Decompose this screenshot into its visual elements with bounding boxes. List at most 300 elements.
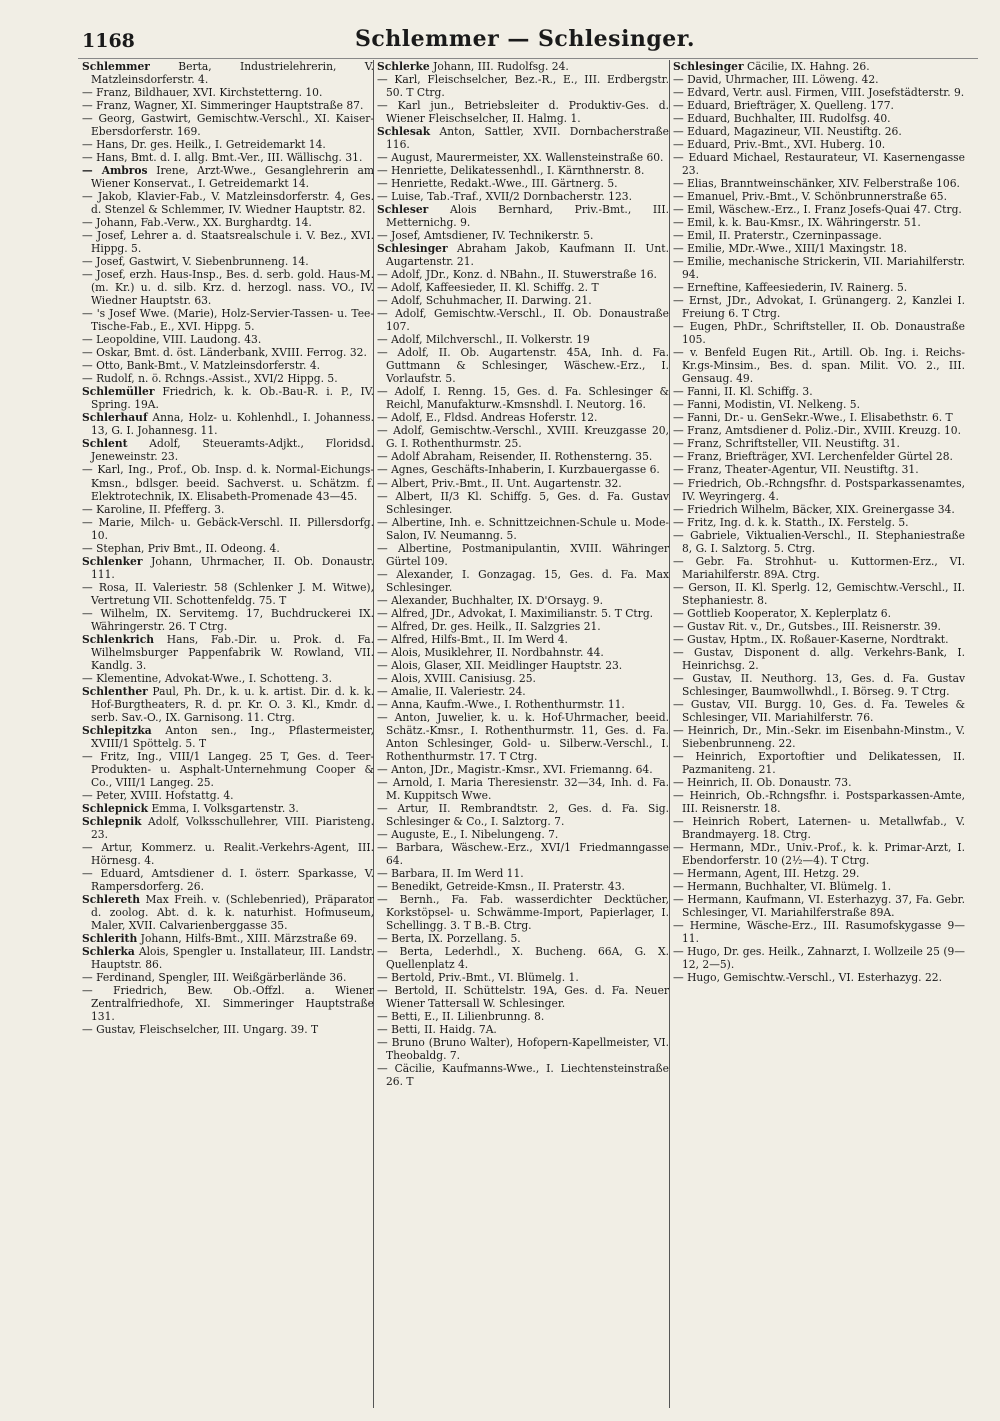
entry-details: — Karl, Ing., Prof., Ob. Insp. d. k. Normal-Eichungs-Kmsn., bdlsger. beeid. Sachverst. u. Schätzm. f. Elektrotechnik, IX. Elisabeth-Promenade 43—45. — [82, 463, 374, 503]
entry-details: — Oskar, Bmt. d. öst. Länderbank, XVIII. Ferrog. 32. — [82, 346, 367, 360]
page-header — [70, 24, 980, 58]
entry-details: Hans, Fab.-Dir. u. Prok. d. Fa. Wilhelmsburger Pappenfabrik W. Rowland, VII. Kandlg. 3. — [91, 632, 374, 672]
entry-details: — Josef, Lehrer a. d. Staatsrealschule i. V. Bez., XVI. Hippg. 5. — [82, 229, 374, 256]
directory-entry — [673, 151, 965, 177]
directory-entry — [82, 1023, 374, 1036]
directory-entry — [377, 190, 669, 203]
directory-entry — [673, 880, 965, 893]
entry-details: Johann, Hilfs-Bmt., XIII. Märzstraße 69. — [137, 932, 358, 946]
entry-surname: Schlemmer — [82, 60, 150, 73]
entry-surname: Schlerith — [82, 932, 138, 946]
entry-details: — Franz, Wagner, XI. Simmeringer Hauptstraße 87. — [82, 99, 364, 113]
directory-entry — [82, 503, 374, 516]
directory-entry — [82, 333, 374, 346]
directory-entry — [82, 555, 374, 581]
entry-surname: Schlepnick — [82, 801, 149, 815]
entry-details: — Alois, XVIII. Canisiusg. 25. — [377, 671, 536, 685]
directory-entry — [673, 450, 965, 463]
entry-details: — Arnold, I. Maria Theresienstr. 32—34, Inh. d. Fa. M. Kuppitsch Wwe. — [377, 775, 669, 802]
directory-entry — [673, 867, 965, 880]
entry-details: — Fanni, II. Kl. Schiffg. 3. — [673, 385, 813, 399]
entry-details: — Anton, Juwelier, k. u. k. Hof-Uhrmacher, beeid. Schätz.-Kmsr., I. Rothenthurmstr. 11, Ges. d. Fa. Anton Schlesinger, Gold- u. Silberw.-Verschl., I. Rothenthurmstr. 17. T Ctrg. — [377, 710, 669, 763]
entry-details: — Franz, Briefträger, XVI. Lerchenfelder Gürtel 28. — [673, 450, 953, 464]
directory-entry — [377, 945, 669, 971]
entry-details: — Marie, Milch- u. Gebäck-Verschl. II. Pillersdorfg. 10. — [82, 515, 374, 542]
entry-details: — Emil, II. Praterstr., Czerninpassage. — [673, 229, 882, 243]
entry-details: — Gebr. Fa. Strohhut- u. Kuttormen-Erz., VI. Mariahilferstr. 89A. Ctrg. — [673, 554, 965, 581]
entry-details: — Heinrich, Ob.-Rchngsfhr. i. Postsparkassen-Amte, III. Reisnerstr. 18. — [673, 788, 965, 815]
directory-entry — [82, 463, 374, 502]
directory-entry — [377, 1036, 669, 1062]
entry-details: — Artur, II. Rembrandtstr. 2, Ges. d. Fa. Sig. Schlesinger & Co., I. Salztorg. 7. — [377, 801, 669, 828]
directory-column-1 — [82, 60, 374, 1410]
entry-details: — Alexander, Buchhalter, IX. D'Orsayg. 9. — [377, 593, 604, 607]
entry-details: — Hermann, Agent, III. Hetzg. 29. — [673, 866, 860, 880]
directory-entry — [82, 229, 374, 255]
entry-details: — Josef, erzh. Haus-Insp., Bes. d. serb. gold. Haus-M. (m. Kr.) u. d. silb. Krz. d. herzogl. nass. VO., IV. Wiedner Hauptstr. 63. — [82, 268, 374, 308]
directory-entry — [82, 581, 374, 607]
entry-details: — Gustav Rit. v., Dr., Gutsbes., III. Reisnerstr. 39. — [673, 619, 941, 633]
directory-entry — [673, 463, 965, 476]
directory-entry — [673, 555, 965, 581]
entry-details: — Ferdinand, Spengler, III. Weißgärberlände 36. — [82, 971, 347, 985]
directory-entry — [377, 594, 669, 607]
directory-entry — [377, 177, 669, 190]
entry-surname: Schlent — [82, 437, 128, 451]
entry-details: — Johann, Fab.-Verw., XX. Burghardtg. 14. — [82, 216, 312, 230]
directory-entry — [673, 620, 965, 633]
entry-details: — Karl jun., Betriebsleiter d. Produktiv-Ges. d. Wiener Fleischselcher, II. Halmg. 1. — [377, 99, 669, 126]
entry-details: — Alfred, Hilfs-Bmt., II. Im Werd 4. — [377, 632, 568, 646]
directory-entry — [673, 411, 965, 424]
entry-details: — Gottlieb Kooperator, X. Keplerplatz 6. — [673, 606, 891, 620]
directory-entry — [673, 112, 965, 125]
directory-entry — [377, 828, 669, 841]
directory-entry — [673, 242, 965, 255]
entry-details: — Franz, Theater-Agentur, VII. Neustiftg. 31. — [673, 463, 919, 477]
directory-entry — [377, 685, 669, 698]
entry-details: — Anton, JDr., Magistr.-Kmsr., XVI. Friemanng. 64. — [377, 762, 653, 776]
entry-details: — Gustav, II. Neuthorg. 13, Ges. d. Fa. Gustav Schlesinger, Baumwollwhdl., I. Börseg. 9. T Ctrg. — [673, 671, 965, 698]
entry-details: — David, Uhrmacher, III. Löweng. 42. — [673, 73, 879, 87]
entry-details: — Amalie, II. Valeriestr. 24. — [377, 684, 526, 698]
entry-details: — Edvard, Vertr. ausl. Firmen, VIII. Josefstädterstr. 9. — [673, 86, 965, 100]
entry-details: — Adolf, Gemischtw.-Verschl., XVIII. Kreuzgasse 20, G. I. Rothenthurmstr. 25. — [377, 424, 669, 451]
entry-details: — Albertine, Inh. e. Schnittzeichnen-Schule u. Mode-Salon, IV. Neumanng. 5. — [377, 515, 669, 542]
directory-entry — [673, 477, 965, 503]
entry-details: — Adolf, II. Ob. Augartenstr. 45A, Inh. d. Fa. Guttmann & Schlesinger, Wäschew.-Erz., I. Vorlaufstr. 5. — [377, 346, 669, 386]
directory-entry — [673, 138, 965, 151]
entry-details: — Heinrich, Dr., Min.-Sekr. im Eisenbahn-Minstm., V. Siebenbrunneng. 22. — [673, 723, 965, 750]
directory-entry — [673, 125, 965, 138]
entry-surname: Schlepnik — [82, 814, 142, 828]
entry-details: — Emilie, MDr.-Wwe., XIII/1 Maxingstr. 18. — [673, 242, 907, 256]
entry-surname: Schlepitzka — [82, 723, 152, 737]
entry-details: — Bertold, II. Schüttelstr. 19A, Ges. d. Fa. Neuer Wiener Tattersall W. Schlesinger. — [377, 984, 669, 1011]
directory-entry — [673, 945, 965, 971]
entry-details: — Alfred, Dr. ges. Heilk., II. Salzgries 21. — [377, 619, 601, 633]
directory-entry — [673, 294, 965, 320]
directory-entry — [82, 112, 374, 138]
entry-details: — Henriette, Delikatessenhdl., I. Kärnthnerstr. 8. — [377, 164, 645, 178]
directory-entry — [82, 86, 374, 99]
column-divider — [669, 60, 670, 1408]
directory-entry — [377, 477, 669, 490]
directory-entry — [377, 242, 669, 268]
entry-details: — Adolf, E., Fldsd. Andreas Hoferstr. 12. — [377, 411, 598, 425]
entry-details: — Emanuel, Priv.-Bmt., V. Schönbrunnerstraße 65. — [673, 190, 947, 204]
directory-entry — [377, 294, 669, 307]
entry-details: Friedrich, k. k. Ob.-Bau-R. i. P., IV. Spring. 19A. — [91, 385, 374, 412]
directory-entry — [82, 411, 374, 437]
directory-entry — [377, 880, 669, 893]
entry-details: — Fritz, Ing., VIII/1 Langeg. 25 T, Ges. d. Teer-Produkten- u. Asphalt-Unternehmung Cooper & Co., VIII/1 Langeg. 25. — [82, 749, 374, 789]
directory-entry — [673, 919, 965, 945]
directory-entry — [82, 932, 374, 945]
entry-details: Cäcilie, IX. Hahng. 26. — [743, 60, 870, 73]
directory-entry — [377, 802, 669, 828]
directory-entry — [673, 73, 965, 86]
directory-entry — [82, 385, 374, 411]
entry-details: Berta, Industrielehrerin, V. Matzleinsdorferstr. 4. — [91, 60, 374, 87]
entry-details: — Adolf, Milchverschl., II. Volkerstr. 19 — [377, 333, 590, 347]
entry-details: — Barbara, II. Im Werd 11. — [377, 866, 524, 880]
directory-entry — [377, 1010, 669, 1023]
directory-entry — [673, 255, 965, 281]
entry-details: — Eduard, Buchhalter, III. Rudolfsg. 40. — [673, 112, 891, 126]
entry-surname: Schlesinger — [377, 242, 448, 256]
entry-details: — Fanni, Modistin, VI. Nelkeng. 5. — [673, 398, 860, 412]
entry-details: — Ernst, JDr., Advokat, I. Grünangerg. 2, Kanzlei I. Freiung 6. T Ctrg. — [673, 294, 965, 321]
entry-details: — Karl, Fleischselcher, Bez.-R., E., III. Erdbergstr. 50. T Ctrg. — [377, 73, 669, 100]
entry-details: Paul, Ph. Dr., k. u. k. artist. Dir. d. k. k. Hof-Burgtheaters, R. d. pr. Kr. O. 3. Kl., Kmdr. d. serb. Sav.-O., IX. Garnisong. 11. Ctrg. — [91, 684, 374, 724]
entry-details: — Fanni, Dr.- u. GenSekr.-Wwe., I. Elisabethstr. 6. T — [673, 411, 953, 425]
entry-details: — Friedrich, Bew. Ob.-Offzl. a. Wiener Zentralfriedhofe, XI. Simmeringer Hauptstraße 131. — [82, 984, 374, 1024]
entry-details: Adolf, Volksschullehrer, VIII. Piaristeng. 23. — [91, 814, 374, 841]
directory-column-2 — [377, 60, 669, 1410]
entry-details: — v. Benfeld Eugen Rit., Artill. Ob. Ing. i. Reichs-Kr.gs-Minsim., Bes. d. span. Milit. VO. 2., III. Gensaug. 49. — [673, 346, 965, 386]
entry-details: — Emil, Wäschew.-Erz., I. Franz Josefs-Quai 47. Ctrg. — [673, 203, 962, 217]
entry-details: — Auguste, E., I. Nibelungeng. 7. — [377, 827, 559, 841]
directory-entry — [377, 385, 669, 411]
directory-entry — [82, 307, 374, 333]
directory-entry — [82, 255, 374, 268]
directory-entry — [82, 867, 374, 893]
entry-details: — Eduard, Priv.-Bmt., XVI. Huberg. 10. — [673, 138, 886, 152]
directory-entry — [673, 815, 965, 841]
directory-entry — [377, 776, 669, 802]
directory-entry — [377, 151, 669, 164]
entry-details: — Hermann, MDr., Univ.-Prof., k. k. Primar-Arzt, I. Ebendorferstr. 10 (2½—4). T Ctrg. — [673, 840, 965, 867]
directory-column-3 — [673, 60, 965, 1410]
entry-details: — Leopoldine, VIII. Laudong. 43. — [82, 333, 262, 347]
entry-details: Anton, Sattler, XVII. Dornbacherstraße 116. — [386, 125, 669, 152]
entry-details: — Friedrich Wilhelm, Bäcker, XIX. Greinergasse 34. — [673, 502, 955, 516]
entry-details: — Hans, Dr. ges. Heilk., I. Getreidemarkt 14. — [82, 138, 326, 152]
entry-details: — Hans, Bmt. d. I. allg. Bmt.-Ver., III. Wällischg. 31. — [82, 151, 363, 165]
directory-entry — [82, 893, 374, 932]
entry-details: — Bernh., Fa. Fab. wasserdichter Decktücher, Korkstöpsel- u. Schwämme-Import, Papierlager, I. Schellingg. 3. T B.-B. Ctrg. — [377, 893, 669, 933]
entry-details: — Heinrich Robert, Laternen- u. Metallwfab., V. Brandmayerg. 18. Ctrg. — [673, 814, 965, 841]
directory-entry — [673, 424, 965, 437]
entry-details: — Gabriele, Viktualien-Verschl., II. Stephaniestraße 8, G. I. Salztorg. 5. Ctrg. — [673, 528, 965, 555]
directory-entry — [377, 346, 669, 385]
page-number: 1168 — [82, 30, 135, 52]
directory-entry — [673, 750, 965, 776]
directory-entry — [377, 620, 669, 633]
entry-details: — Gustav, Fleischselcher, III. Ungarg. 39. T — [82, 1023, 319, 1037]
directory-entry — [673, 177, 965, 190]
directory-entry — [82, 945, 374, 971]
directory-entry — [377, 763, 669, 776]
entry-details: — Eugen, PhDr., Schriftsteller, II. Ob. Donaustraße 105. — [673, 320, 965, 347]
header-rule — [78, 58, 978, 59]
directory-entry — [673, 281, 965, 294]
entry-details: — Luise, Tab.-Traf., XVII/2 Dornbacherstr. 123. — [377, 190, 632, 204]
entry-surname: Schleser — [377, 203, 429, 217]
entry-details: — Gustav, Disponent d. allg. Verkehrs-Bank, I. Heinrichsg. 2. — [673, 645, 965, 672]
directory-entry — [673, 203, 965, 216]
directory-entry — [82, 672, 374, 685]
entry-details: — Fritz, Ing. d. k. k. Statth., IX. Ferstelg. 5. — [673, 515, 909, 529]
directory-entry — [377, 1062, 669, 1088]
directory-entry — [377, 268, 669, 281]
entry-details: — Franz, Schriftsteller, VII. Neustiftg. 31. — [673, 437, 900, 451]
directory-entry — [377, 73, 669, 99]
directory-entry — [377, 542, 669, 568]
entry-details: — Emil, k. k. Bau-Kmsr., IX. Währingerstr. 51. — [673, 216, 921, 230]
entry-details: — Anna, Kaufm.-Wwe., I. Rothenthurmstr. 11. — [377, 697, 625, 711]
directory-entry — [82, 359, 374, 372]
entry-details: — Peter, XVIII. Hofstattg. 4. — [82, 788, 234, 802]
directory-entry — [82, 685, 374, 724]
entry-details: — Alexander, I. Gonzagag. 15, Ges. d. Fa. Max Schlesinger. — [377, 567, 669, 594]
entry-surname: Schlereth — [82, 893, 140, 906]
directory-entry — [377, 659, 669, 672]
entry-details: — Hugo, Dr. ges. Heilk., Zahnarzt, I. Wollzeile 25 (9—12, 2—5). — [673, 945, 965, 972]
directory-entry — [82, 802, 374, 815]
entry-details: — Adolf, I. Renng. 15, Ges. d. Fa. Schlesinger & Reichl, Manufakturw.-Kmsnshdl. I. Neutorg. 16. — [377, 385, 669, 412]
directory-entry — [673, 971, 965, 984]
entry-details: — Eduard, Magazineur, VII. Neustiftg. 26. — [673, 125, 902, 139]
directory-entry — [673, 190, 965, 203]
directory-entry — [377, 971, 669, 984]
directory-entry — [82, 607, 374, 633]
entry-details: — Albertine, Postmanipulantin, XVIII. Währinger Gürtel 109. — [377, 541, 669, 568]
directory-entry — [673, 385, 965, 398]
entry-details: Johann, III. Rudolfsg. 24. — [429, 60, 569, 73]
directory-entry — [82, 164, 374, 190]
entry-details: — Otto, Bank-Bmt., V. Matzleinsdorferstr. 4. — [82, 359, 321, 373]
directory-entry — [377, 516, 669, 542]
directory-entry — [377, 490, 669, 516]
directory-entry — [673, 646, 965, 672]
entry-details: — Alois, Glaser, XII. Meidlinger Hauptstr. 23. — [377, 658, 623, 672]
running-title: Schlemmer — Schlesinger. — [354, 26, 696, 52]
directory-entry — [377, 450, 669, 463]
directory-entry — [377, 60, 669, 73]
entry-details: Anna, Holz- u. Kohlenhdl., I. Johanness. 13, G. I. Johannesg. 11. — [91, 411, 374, 438]
directory-entry — [673, 529, 965, 555]
directory-entry — [82, 268, 374, 307]
entry-details: — Jakob, Klavier-Fab., V. Matzleinsdorferstr. 4, Ges. d. Stenzel & Schlemmer, IV. Wiedner Hauptstr. 82. — [82, 190, 374, 217]
entry-details: — Albert, II/3 Kl. Schiffg. 5, Ges. d. Fa. Gustav Schlesinger. — [377, 489, 669, 516]
entry-details: — Adolf, Kaffeesieder, II. Kl. Schiffg. 2. T — [377, 281, 599, 295]
directory-entry — [673, 893, 965, 919]
directory-entry — [673, 398, 965, 411]
directory-entry — [82, 789, 374, 802]
entry-details: — Adolf, Gemischtw.-Verschl., II. Ob. Donaustraße 107. — [377, 307, 669, 334]
directory-entry — [377, 463, 669, 476]
entry-details: — Betti, II. Haidg. 7A. — [377, 1023, 497, 1037]
entry-details: Adolf, Steueramts-Adjkt., Floridsd. Jeneweinstr. 23. — [91, 437, 374, 464]
entry-details: Anton sen., Ing., Pflastermeister, XVIII/1 Spöttelg. 5. T — [91, 723, 374, 750]
directory-entry — [82, 971, 374, 984]
directory-entry — [377, 711, 669, 763]
entry-details: — Agnes, Geschäfts-Inhaberin, I. Kurzbauergasse 6. — [377, 463, 660, 477]
entry-details: — Gustav, Hptm., IX. Roßauer-Kaserne, Nordtrakt. — [673, 632, 949, 646]
directory-entry — [673, 581, 965, 607]
directory-entry — [673, 437, 965, 450]
entry-surname: Schlemüller — [82, 385, 155, 399]
directory-entry — [377, 1023, 669, 1036]
directory-entry — [377, 646, 669, 659]
directory-entry — [673, 229, 965, 242]
entry-details: Irene, Arzt-Wwe., Gesanglehrerin am Wiener Konservat., I. Getreidemarkt 14. — [91, 164, 374, 191]
directory-entry — [377, 698, 669, 711]
entry-details: — Rudolf, n. ö. Rchngs.-Assist., XVI/2 Hippg. 5. — [82, 372, 338, 386]
entry-details: — Erneftine, Kaffeesiederin, IV. Rainerg. 5. — [673, 281, 908, 295]
entry-details: — Alois, Musiklehrer, II. Nordbahnstr. 44. — [377, 645, 604, 659]
directory-entry — [673, 86, 965, 99]
directory-entry — [82, 372, 374, 385]
directory-entry — [82, 516, 374, 542]
entry-details: — Adolf Abraham, Reisender, II. Rothensterng. 35. — [377, 450, 653, 464]
entry-details: — Gerson, II. Kl. Sperlg. 12, Gemischtw.-Verschl., II. Stephaniestr. 8. — [673, 580, 965, 607]
directory-entry — [377, 125, 669, 151]
entry-details: — Heinrich, Exportoftier und Delikatessen, II. Pazmaniteng. 21. — [673, 749, 965, 776]
entry-surname: Schlenther — [82, 684, 148, 698]
entry-details: — Josef, Amtsdiener, IV. Technikerstr. 5. — [377, 229, 594, 243]
directory-entry — [377, 281, 669, 294]
entry-details: — Henriette, Redakt.-Wwe., III. Gärtnerg. 5. — [377, 177, 618, 191]
entry-surname: Schlerke — [377, 60, 430, 73]
directory-entry — [377, 568, 669, 594]
entry-details: — Franz, Bildhauer, XVI. Kirchstetterng. 10. — [82, 86, 323, 100]
entry-details: — Eduard, Briefträger, X. Quelleng. 177. — [673, 99, 894, 113]
entry-details: — Adolf, JDr., Konz. d. NBahn., II. Stuwerstraße 16. — [377, 268, 657, 282]
directory-entry — [82, 151, 374, 164]
directory-entry — [673, 841, 965, 867]
directory-entry — [82, 60, 374, 86]
directory-entry — [377, 867, 669, 880]
directory-entry — [377, 607, 669, 620]
directory-entry — [82, 633, 374, 672]
directory-entry — [82, 724, 374, 750]
entry-details: — Josef, Gastwirt, V. Siebenbrunneng. 14. — [82, 255, 309, 269]
directory-entry — [673, 99, 965, 112]
directory-entry — [377, 307, 669, 333]
entry-surname: Schlenkrich — [82, 632, 154, 646]
directory-entry — [377, 932, 669, 945]
entry-details: — Friedrich, Ob.-Rchngsfhr. d. Postsparkassenamtes, IV. Weyringerg. 4. — [673, 476, 965, 503]
directory-entry — [82, 346, 374, 359]
directory-entry — [82, 437, 374, 463]
entry-details: — Hermine, Wäsche-Erz., III. Rasumofskygasse 9—11. — [673, 919, 965, 946]
entry-details: — Bruno (Bruno Walter), Hofopern-Kapellmeister, VI. Theobaldg. 7. — [377, 1036, 669, 1063]
entry-details: Johann, Uhrmacher, II. Ob. Donaustr. 111. — [91, 554, 374, 581]
entry-details: — Betti, E., II. Lilienbrunng. 8. — [377, 1010, 545, 1024]
entry-details: — Franz, Amtsdiener d. Poliz.-Dir., XVIII. Kreuzg. 10. — [673, 424, 961, 438]
entry-details: — Rosa, II. Valeriestr. 58 (Schlenker J. M. Witwe), Vertretung VII. Schottenfeldg. 75. T — [82, 580, 374, 607]
entry-details: — Eduard, Amtsdiener d. I. österr. Sparkasse, V. Rampersdorferg. 26. — [82, 866, 374, 893]
entry-surname: Schlenker — [82, 554, 143, 568]
entry-details: — Bertold, Priv.-Bmt., VI. Blümelg. 1. — [377, 971, 579, 985]
entry-details: — Alfred, JDr., Advokat, I. Maximilianstr. 5. T Ctrg. — [377, 606, 654, 620]
entry-details: — Hermann, Kaufmann, VI. Esterhazyg. 37, Fa. Gebr. Schlesinger, VI. Mariahilferstraße 89A. — [673, 893, 965, 920]
directory-entry — [673, 789, 965, 815]
directory-entry — [377, 633, 669, 646]
entry-details: — Eduard Michael, Restaurateur, VI. Kasernengasse 23. — [673, 151, 965, 178]
entry-details: — Karoline, II. Pfefferg. 3. — [82, 502, 225, 516]
directory-entry — [82, 216, 374, 229]
directory-entry — [673, 633, 965, 646]
directory-entry — [377, 333, 669, 346]
entry-details: — Klementine, Advokat-Wwe., I. Schotteng. 3. — [82, 671, 332, 685]
directory-entry — [673, 516, 965, 529]
entry-details: Alois, Spengler u. Installateur, III. Landstr. Hauptstr. 86. — [91, 945, 374, 972]
entry-details: Alois Bernhard, Priv.-Bmt., III. Metternichg. 9. — [386, 203, 669, 230]
directory-entry — [673, 60, 965, 73]
directory-entry — [673, 724, 965, 750]
directory-entry — [377, 672, 669, 685]
directory-entry — [377, 841, 669, 867]
entry-details: — Wilhelm, IX. Servitemg. 17, Buchdruckerei IX. Währingerstr. 26. T Ctrg. — [82, 606, 374, 633]
entry-details: — Berta, IX. Porzellang. 5. — [377, 932, 521, 946]
entry-details: — Albert, Priv.-Bmt., II. Unt. Augartenstr. 32. — [377, 476, 622, 490]
directory-entry — [673, 607, 965, 620]
directory-entry — [82, 542, 374, 555]
directory-entry — [673, 320, 965, 346]
entry-details: — 's Josef Wwe. (Marie), Holz-Servier-Tassen- u. Tee-Tische-Fab., E., XVI. Hippg. 5. — [82, 307, 374, 334]
directory-entry — [377, 893, 669, 932]
entry-details: Abraham Jakob, Kaufmann II. Unt. Augartenstr. 21. — [386, 242, 669, 269]
entry-details: — Benedikt, Getreide-Kmsn., II. Praterstr. 43. — [377, 879, 625, 893]
directory-entry — [377, 164, 669, 177]
entry-details: — Hugo, Gemischtw.-Verschl., VI. Esterhazyg. 22. — [673, 971, 942, 985]
entry-surname: — Ambros — [82, 164, 148, 178]
entry-details: — Berta, Lederhdl., X. Bucheng. 66A, G. X. Quellenplatz 4. — [377, 945, 669, 972]
entry-details: — Emilie, mechanische Strickerin, VII. Mariahilferstr. 94. — [673, 255, 965, 282]
entry-details: — Elias, Branntweinschänker, XIV. Felberstraße 106. — [673, 177, 960, 191]
entry-details: — Adolf, Schuhmacher, II. Darwing. 21. — [377, 294, 592, 308]
entry-details: — Hermann, Buchhalter, VI. Blümelg. 1. — [673, 879, 892, 893]
entry-details: Emma, I. Volksgartenstr. 3. — [148, 801, 299, 815]
directory-entry — [673, 216, 965, 229]
directory-entry — [82, 138, 374, 151]
entry-details: — Artur, Kommerz. u. Realit.-Verkehrs-Agent, III. Hörnesg. 4. — [82, 840, 374, 867]
entry-details: Max Freih. v. (Schlebenried), Präparator d. zoolog. Abt. d. k. k. naturhist. Hofmuseum, Maler, XVII. Calvarienberggasse 35. — [91, 893, 374, 933]
directory-entry — [82, 815, 374, 841]
entry-details: — Heinrich, II. Ob. Donaustr. 73. — [673, 775, 852, 789]
entry-surname: Schlesinger — [673, 60, 744, 73]
directory-entry — [673, 672, 965, 698]
directory-entry — [82, 984, 374, 1023]
entry-surname: Schlerhauf — [82, 411, 148, 425]
directory-entry — [82, 99, 374, 112]
entry-details: — August, Maurermeister, XX. Wallensteinstraße 60. — [377, 151, 664, 165]
directory-entry — [82, 750, 374, 789]
